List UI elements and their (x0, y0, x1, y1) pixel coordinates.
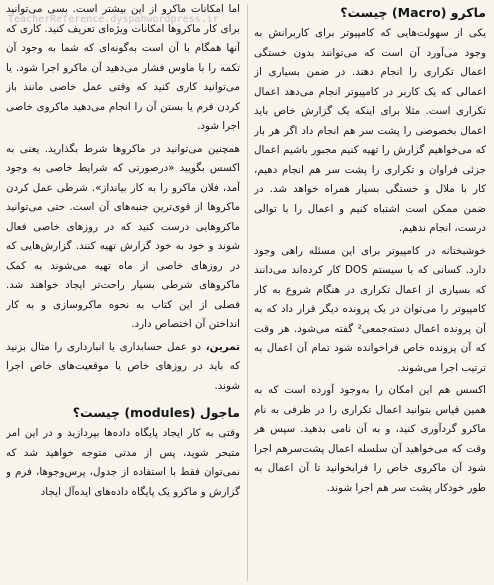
paragraph-access-macro: اکسس هم این امکان را به‌وجود آورده است که به همین قیاس بتوانید اعمال تکراری را در ظرفی به نام ماکرو گردآوری کنید، و به آن نامی بدهید. سپس هر وقت که می‌خواهید آن سلسله اعمال پشت‌سرهم اجرا شود آن ماکروی خاص را فرابخوانید تا آن اعمال به طور خودکار پشت سر هم اجرا شوند. (254, 384, 486, 494)
left-column (6, 0, 240, 585)
exercise-text: دو عمل حسابداری یا انبارداری را مثال بزنید که باید در روزهای خاص یا موقعیت‌های خاص اجرا شوند. (6, 340, 240, 392)
paragraph-macro-conditions: همچنین می‌توانید در ماکروها شرط بگذارید. یعنی به اکسس بگویید «درصورتی که شرایط خاصی به وجود آمد، فلان ماکرو را به کار بیانداز». شرطی عمل کردن ماکروها از قوی‌ترین جنبه‌های آن است. حتی می‌توانید ماکروهایی درست کنید که در روزهای خاصی فعال شوند و خود به خود گزارش تهیه کنند. گزارش‌هایی که در روزهای خاصی از ماه تهیه می‌شوند به کمک ماکروهای شرطی بسیار راحت‌تر ایجاد خواهند شد. فصلی از این کتاب به نحوه ماکروسازی و به کار انداختن آن اختصاص دارد. (6, 142, 240, 330)
paragraph-macro-intro: یکی از سهولت‌هایی که کامپیوتر برای کاربرانش به وجود می‌آورد آن است که می‌توانند بدون خستگی اعمال تکراری را انجام دهند. در ضمن بسیاری از اعمالی که یک کاربر در کامپیوتر انجام می‌دهد اعمال تکراری است. مثلا برای اینکه یک گزارش خاص باید اعمال بخصوصی را پشت سر هم انجام داد اگر هر بار که می‌خواهیم گزارش را تهیه کنیم مجبور باشیم اعمال جزئی فراوان و تکراری را پشت سر هم انجام دهیم، کار با ملال و خستگی بسیار همراه خواهد شد. در ضمن ممکن است اشتباه کنیم و اعمال را با توالی درست، انجام ندهیم. (254, 27, 486, 234)
heading-macro: ماکرو (Macro) چیست؟ (340, 5, 486, 20)
exercise-label: تمرین، (205, 340, 240, 353)
paragraph-exercise (6, 338, 240, 397)
paragraph-module-intro: وقتی به کار ایجاد پایگاه داده‌ها بپردازید و در این امر متبحر شوید، پس از مدتی متوجه خواهید شد که نمی‌توان فقط با استفاده از جدول، پرس‌وجوها، فرم و گزارش و ماکرو یک پایگاه داده‌های ایده‌آل ایجاد (6, 427, 240, 498)
paragraph-dos-batch: خوشبختانه در کامپیوتر برای این مسئله راهی وجود دارد. کسانی که با سیستم DOS کار کرده‌اند می‌دانند که بسیاری از اعمال تکراری در هنگام شروع به کار کامپیوتر را می‌توان در یک پرونده دیگر قرار داد که به آن پرونده اعمال دسته‌جمعی² گفته می‌شود. هر وقت که آن پرونده خاص فراخوانده شود تمام آن اعمال به ترتیب اجرا می‌شوند. (254, 244, 486, 374)
watermark-text: TeacherReference.dyspahwordpress.ir (8, 14, 219, 25)
column-divider (247, 4, 248, 581)
paragraph-macro-features: اما امکانات ماکرو از این بیشتر است. بسی می‌توانید برای کار ماکروها امکانات ویژه‌ای تعریف کنید. کاری که آنها همگام با آن است به‌گونه‌ای که شما به وجود آن تکمه را با ماوس فشار می‌دهید آن ماکرو اجرا شود. یا می‌توانید کاری کنید که وقتی عمل خاصی مانند باز کردن فرم یا بستن آن را انجام می‌دهید ماکروی خاصی اجرا شود. (6, 3, 240, 132)
heading-module: ماجول (modules) چیست؟ (72, 405, 240, 420)
right-column (254, 0, 486, 585)
